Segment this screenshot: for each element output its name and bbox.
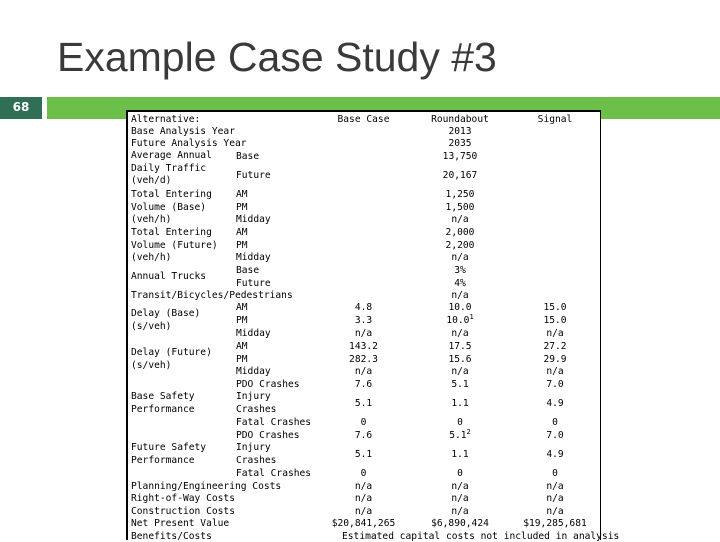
delay-base-label: Delay (Base) (s/veh)	[131, 308, 201, 332]
future-year-label: Future Analysis Year	[131, 138, 247, 149]
delay-base-sig-am: 15.0	[543, 302, 567, 313]
delay-future-rb-pm: 15.6	[448, 354, 472, 365]
safety-base-bc-fatal: 0	[360, 417, 367, 428]
entering-future-am-value: 2,000	[445, 227, 475, 238]
delay-future-bc-pm: 282.3	[349, 354, 378, 365]
delay-base-bc-midday: n/a	[354, 328, 373, 339]
alternative-header: Alternative:	[131, 114, 201, 125]
entering-future-pm-value: 2,200	[445, 240, 475, 251]
entering-base-midday: Midday	[236, 214, 271, 225]
base-case-header: Base Case	[337, 114, 390, 125]
adt-future-label: Future	[236, 170, 271, 181]
delay-future-rb-midday: n/a	[451, 366, 469, 377]
npv-bc: $20,841,265	[331, 518, 396, 529]
safety-future-pdo: PDO Crashes	[236, 430, 300, 441]
safety-base-sig-injury: 4.9	[546, 398, 564, 409]
safety-future-label: Future Safety Performance	[131, 442, 207, 466]
planning-rb: n/a	[451, 481, 469, 492]
safety-base-rb-fatal: 0	[457, 417, 463, 428]
safety-future-bc-pdo: 7.6	[354, 430, 373, 441]
safety-base-injury: Injury Crashes	[236, 391, 277, 415]
safety-base-fatal: Fatal Crashes	[236, 417, 312, 428]
adt-base-value: 13,750	[442, 151, 478, 162]
construction-bc: n/a	[354, 506, 373, 517]
safety-base-sig-pdo: 7.0	[546, 379, 564, 390]
adt-base-label: Base	[236, 151, 260, 162]
slide-title: Example Case Study #3	[57, 34, 497, 80]
construction-rb: n/a	[451, 506, 469, 517]
entering-base-midday-value: n/a	[451, 214, 469, 225]
safety-base-bc-injury: 5.1	[354, 398, 373, 409]
base-year-value: 2013	[448, 126, 472, 137]
safety-future-sig-fatal: 0	[552, 468, 558, 479]
delay-base-pm: PM	[236, 315, 248, 326]
transit-value: n/a	[451, 290, 469, 301]
delay-future-am: AM	[236, 341, 248, 352]
safety-base-pdo: PDO Crashes	[236, 379, 300, 390]
planning-bc: n/a	[354, 481, 373, 492]
planning-sig: n/a	[546, 481, 564, 492]
benefits-note: Estimated capital costs not included in analysis	[342, 531, 620, 542]
delay-future-bc-am: 143.2	[349, 341, 378, 352]
benefits-label: Benefits/Costs	[131, 531, 212, 542]
planning-label: Planning/Engineering Costs	[131, 481, 282, 492]
delay-future-label: Delay (Future) (s/veh)	[131, 347, 212, 371]
safety-future-rb-pdo: $5.1^2$	[449, 427, 471, 441]
trucks-future: Future	[236, 278, 271, 289]
safety-future-fatal: Fatal Crashes	[236, 468, 312, 479]
entering-base-pm: PM	[236, 202, 248, 213]
delay-future-pm: PM	[236, 354, 248, 365]
delay-future-sig-pm: 29.9	[543, 354, 567, 365]
delay-base-rb-midday: n/a	[451, 328, 469, 339]
trucks-base-value: 3%	[454, 265, 466, 276]
delay-base-rb-pm: 10.0$^1$	[446, 312, 474, 326]
entering-future-pm: PM	[236, 240, 248, 251]
entering-future-am: AM	[236, 227, 248, 238]
delay-future-sig-am: 27.2	[543, 341, 567, 352]
delay-base-midday: Midday	[236, 328, 271, 339]
delay-base-bc-am: 4.8	[354, 302, 373, 313]
safety-future-sig-injury: 4.9	[546, 449, 564, 460]
safety-future-bc-fatal: 0	[360, 468, 367, 479]
signal-header: Signal	[537, 114, 573, 125]
row-costs-rb: n/a	[451, 493, 469, 504]
adt-future-value: 20,167	[442, 170, 478, 181]
safety-base-sig-fatal: 0	[552, 417, 558, 428]
roundabout-header: Roundabout	[431, 114, 489, 125]
entering-future-midday: Midday	[236, 252, 271, 263]
future-year-value: 2035	[448, 138, 472, 149]
entering-future-label: Total Entering Volume (Future) (veh/h)	[131, 227, 218, 263]
trucks-label: Annual Trucks	[131, 271, 207, 282]
delay-future-sig-midday: n/a	[546, 366, 564, 377]
trucks-future-value: 4%	[454, 278, 466, 289]
delay-base-rb-am: 10.0	[448, 302, 472, 313]
row-costs-bc: n/a	[354, 493, 373, 504]
delay-future-midday: Midday	[236, 366, 271, 377]
delay-future-bc-midday: n/a	[354, 366, 373, 377]
entering-base-am: AM	[236, 189, 248, 200]
delay-base-bc-pm: 3.3	[354, 315, 373, 326]
safety-future-injury: Injury Crashes	[236, 442, 277, 466]
entering-future-midday-value: n/a	[451, 252, 469, 263]
safety-base-rb-pdo: 5.1	[451, 379, 469, 390]
transit-label: Transit/Bicycles/Pedestrians	[131, 290, 293, 301]
safety-base-rb-injury: 1.1	[451, 398, 469, 409]
safety-future-bc-injury: 5.1	[354, 449, 373, 460]
safety-base-label: Base Safety Performance	[131, 391, 195, 415]
construction-label: Construction Costs	[131, 506, 235, 517]
delay-base-sig-pm: 15.0	[543, 315, 567, 326]
npv-rb: $6,890,424	[431, 518, 489, 529]
row-costs-label: Right-of-Way Costs	[131, 493, 235, 504]
trucks-base: Base	[236, 265, 260, 276]
npv-sig: $19,285,681	[523, 518, 587, 529]
adt-label: Average Annual Daily Traffic (veh/d)	[131, 150, 212, 186]
entering-base-am-value: 1,250	[445, 189, 475, 200]
safety-future-rb-injury: 1.1	[451, 449, 469, 460]
row-costs-sig: n/a	[546, 493, 564, 504]
delay-future-rb-am: 17.5	[448, 341, 472, 352]
npv-label: Net Present Value	[131, 518, 230, 529]
construction-sig: n/a	[546, 506, 564, 517]
case-study-table	[126, 110, 620, 542]
safety-future-rb-fatal: 0	[457, 468, 463, 479]
entering-base-pm-value: 1,500	[445, 202, 475, 213]
safety-future-sig-pdo: 7.0	[546, 430, 564, 441]
delay-base-am: AM	[236, 302, 248, 313]
slide-number: 68	[0, 97, 42, 119]
base-year-label: Base Analysis Year	[131, 126, 235, 137]
safety-base-bc-pdo: 7.6	[354, 379, 373, 390]
entering-base-label: Total Entering Volume (Base) (veh/h)	[131, 189, 212, 225]
delay-base-sig-midday: n/a	[546, 328, 564, 339]
